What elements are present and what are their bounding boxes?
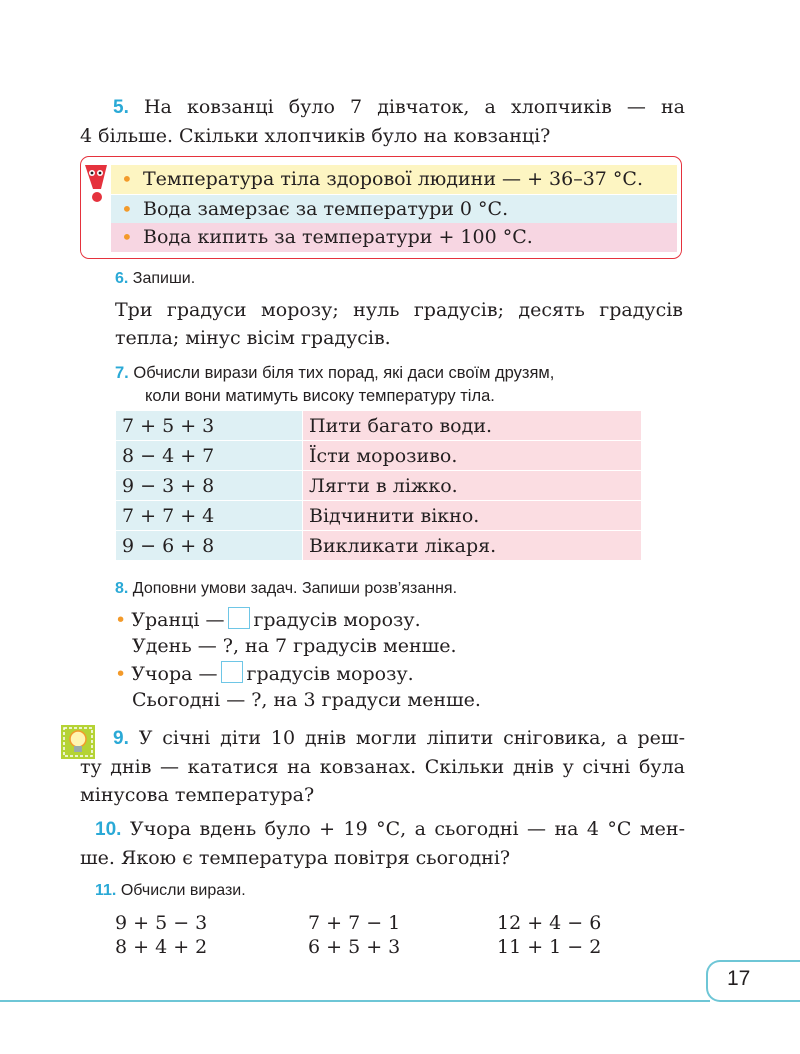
table-row (116, 411, 642, 441)
task-6-heading (115, 270, 195, 288)
advice-cell: Пити багато води. (303, 411, 642, 441)
task-number: 7. (115, 364, 129, 382)
problem-2-line-1: • Учора — градусів морозу. (115, 663, 414, 685)
table-row (116, 501, 642, 531)
problem-1-line-1: • Уранці — градусів морозу. (115, 609, 421, 631)
bullet-icon: • (115, 609, 127, 631)
task-heading: Запиши. (132, 270, 196, 287)
task-number: 5. (113, 97, 129, 118)
advice-cell: Відчинити вікно. (303, 501, 642, 531)
expression: 6 + 5 + 3 (308, 936, 401, 958)
table-row (116, 531, 642, 561)
advice-cell: Лягти в ліжко. (303, 471, 642, 501)
expression: 7 + 7 − 1 (308, 912, 401, 934)
info-item: • Вода кипить за температури + 100 °С. (111, 223, 677, 252)
table-row (116, 441, 642, 471)
task-number: 11. (95, 882, 117, 899)
expression: 8 + 4 + 2 (115, 936, 208, 958)
task-number: 10. (95, 819, 122, 840)
task-number: 6. (115, 270, 129, 287)
expression: 12 + 4 − 6 (497, 912, 602, 934)
task-text: Учора вдень було + 19 °С, а сьогодні — на 4 °С мен- (129, 818, 685, 840)
task-heading: Доповни умови задач. Запиши розв’язання. (132, 580, 458, 597)
advice-cell: Їсти морозиво. (303, 441, 642, 471)
task-text: Три градуси морозу; нуль градусів; десять градусів (115, 299, 683, 321)
task-text: тепла; мінус вісім градусів. (115, 327, 391, 349)
expression: 9 + 5 − 3 (115, 912, 208, 934)
task-6-body (115, 296, 683, 352)
expression: 11 + 1 − 2 (497, 936, 602, 958)
table-row (116, 471, 642, 501)
task-number: 8. (115, 580, 129, 597)
page-number-tab (706, 960, 800, 1002)
task-text: ше. Якою є температура повітря сьогодні? (80, 847, 511, 869)
expression-cell: 9 − 3 + 8 (116, 471, 303, 501)
expression-cell: 9 − 6 + 8 (116, 531, 303, 561)
task-text: 4 більше. Скільки хлопчиків було на ковзанці? (80, 125, 551, 147)
blank-box[interactable] (221, 661, 243, 683)
expression-cell: 7 + 7 + 4 (116, 501, 303, 531)
task-text: На ковзанці було 7 дівчаток, а хлопчиків — на (143, 96, 685, 118)
expression-cell: 8 − 4 + 7 (116, 441, 303, 471)
info-item: • Температура тіла здорової людини — + 36–37 °С. (111, 165, 677, 194)
task-heading: коли вони матимуть високу температуру тіла. (145, 387, 495, 405)
task-5 (80, 93, 685, 150)
task-text: мінусова температура? (80, 784, 315, 806)
bullet-icon: • (115, 663, 127, 685)
page-number: 17 (727, 967, 751, 990)
task-8-heading (115, 580, 457, 598)
task-heading: Обчисли вирази біля тих порад, які даси своїм друзям, (133, 364, 555, 382)
task-7-heading (115, 362, 687, 408)
problem-2-line-2: Сьогодні — ?, на 3 градуси менше. (132, 689, 481, 711)
info-item: • Вода замерзає за температури 0 °С. (111, 195, 677, 224)
problem-1-line-2: Удень — ?, на 7 градусів менше. (132, 635, 457, 657)
footer-line (0, 1000, 710, 1002)
expression-cell: 7 + 5 + 3 (116, 411, 303, 441)
task-text: ту днів — кататися на ковзанах. Скільки днів у січні була (80, 756, 685, 778)
task-number: 9. (113, 728, 129, 749)
task-11-heading (95, 882, 246, 900)
advice-cell: Викликати лікаря. (303, 531, 642, 561)
task-9 (80, 724, 685, 809)
task-10 (80, 815, 685, 872)
info-box (80, 156, 682, 259)
advice-table (115, 410, 642, 561)
task-heading: Обчисли вирази. (120, 882, 246, 899)
blank-box[interactable] (228, 607, 250, 629)
exclamation-icon (83, 163, 109, 203)
task-text: У січні діти 10 днів могли ліпити сніговика, а реш- (138, 727, 685, 749)
